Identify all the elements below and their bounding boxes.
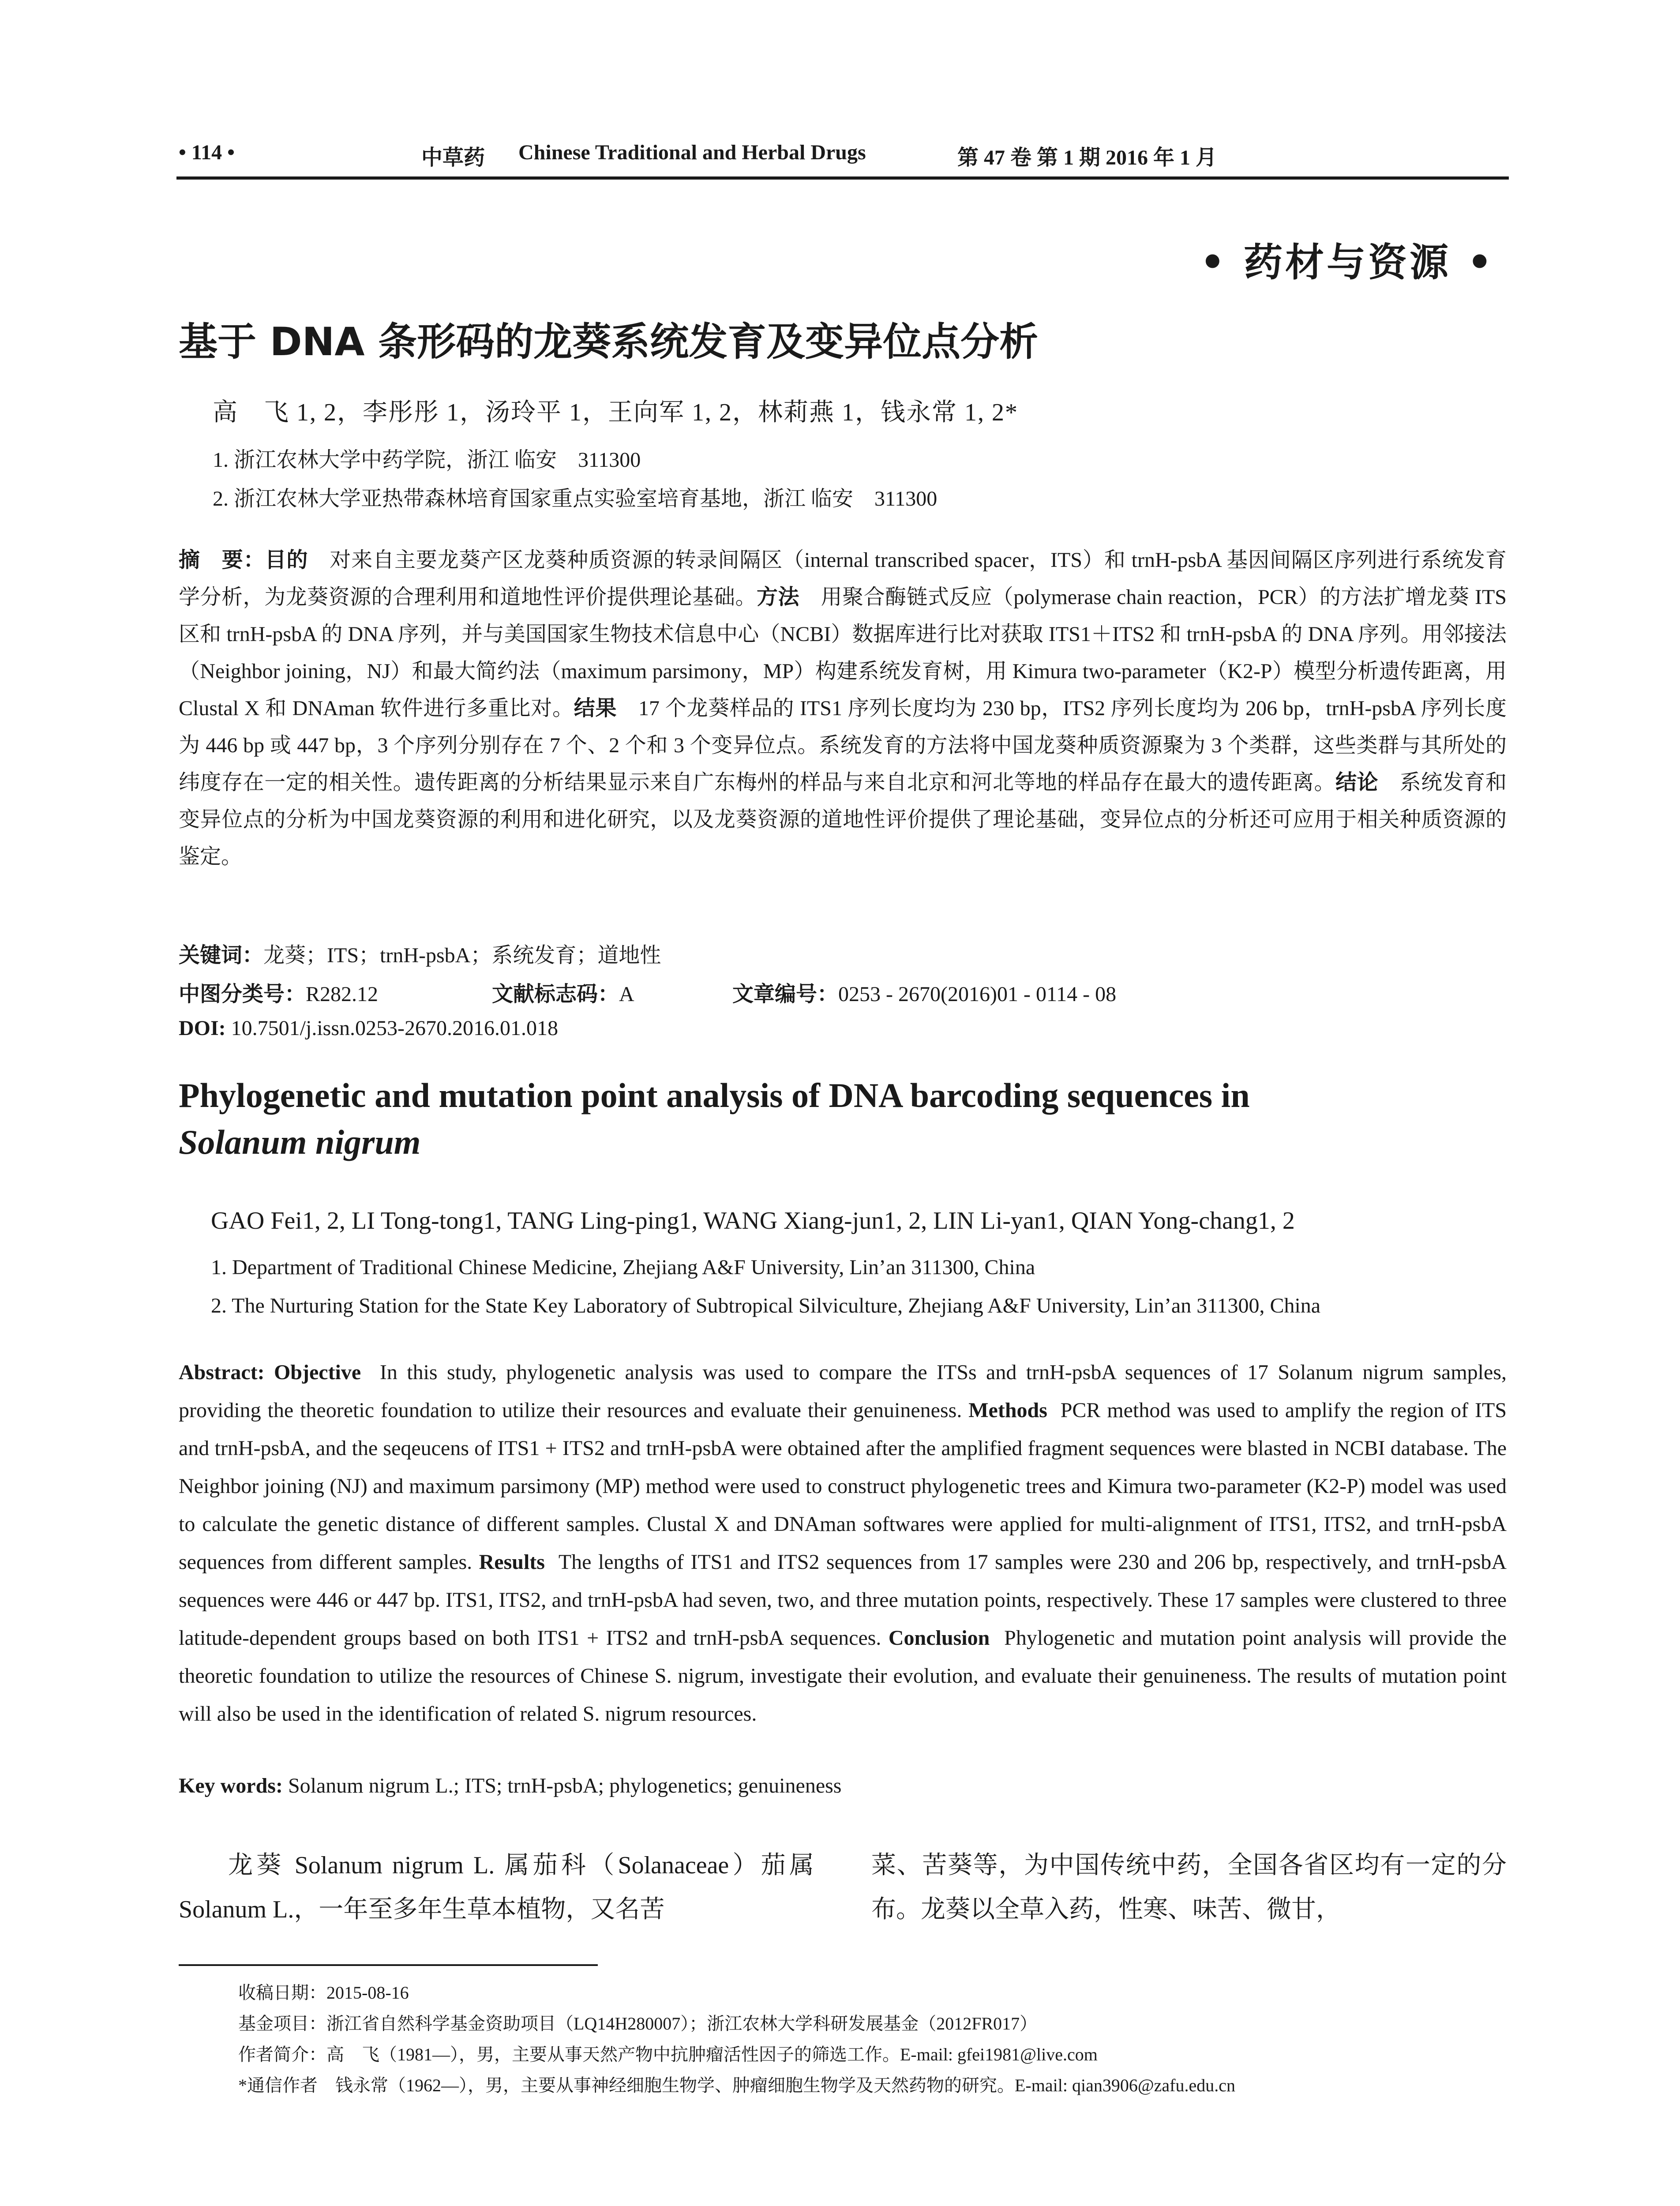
objective-text: 对来自主要龙葵产区龙葵种质资源的转录间隔区（internal transcribed spacer，ITS）和 trnH-psbA 基因间隔区序列进行系统发育学分析，为龙葵资源的合理利用和道地性评价提供理论基础。 [179,548,1507,609]
doc-code: 文献标志码：A [492,983,634,1006]
conclusion-label: 结论 [1335,771,1379,794]
article-number: 文章编号：0253 - 2670(2016)01 - 0114 - 08 [732,983,1117,1006]
results-text: 17 个龙葵样品的 ITS1 序列长度均为 230 bp，ITS2 序列长度均为 206 bp，trnH-psbA 序列长度为 446 bp 或 447 bp，3 个序列分别存在 7 个、2 个和 3 个变异位点。系统发育的方法将中国龙葵种质资源聚为 3 个类群，这些类群与其所处的纬度存在一定的相关性。遗传距离的分析结果显示来自广东梅州的样品与来自北京和河北等地的样品存在最大的遗传距离。 [179,697,1507,794]
footnote-rule [179,1964,598,1966]
journal-name-en: Chinese Traditional and Herbal Drugs [518,141,866,164]
classification-line: 中图分类号：R282.12 [179,983,379,1006]
methods-text: 用聚合酶链式反应（polymerase chain reaction，PCR）的方法扩增龙葵 ITS 区和 trnH-psbA 的 DNA 序列，并与美国国家生物技术信息中心（NCBI）数据库进行比对获取 ITS1＋ITS2 和 trnH-psbA 的 DNA 序列。用邻接法（Neighbor joining，NJ）和最大简约法（maximum parsimony，MP）构建系统发育树，用 Kimura two-parameter（K2-P）模型分析遗传距离，用 Clustal X 和 DNAman 软件进行多重比对。 [179,585,1507,720]
abstract-cn [179,542,1507,875]
footnotes [238,1977,1235,2101]
body-column-left: 龙葵 Solanum nigrum L. 属茄科（Solanaceae）茄属 Solanum L.，一年至多年生草本植物，又名苦 [179,1852,814,1923]
header-rule [176,176,1509,180]
body-column-right: 菜、苦葵等，为中国传统中药，全国各省区均有一定的分布。龙葵以全草入药，性寒、味苦、微甘， [871,1852,1507,1923]
affiliation-en-1: 1. Department of Traditional Chinese Medicine, Zhejiang A&F University, Lin’an 311300, China [211,1256,1035,1279]
keywords-cn: 关键词：龙葵；ITS；trnH-psbA；系统发育；道地性 [179,944,661,967]
journal-name-cn: 中草药 [421,146,485,169]
abstract-cn-label: 摘 要： [179,548,265,572]
footnote-author: 作者简介：高 飞（1981—），男，主要从事天然产物中抗肿瘤活性因子的筛选工作。E-mail: gfei1981@live.com [238,2045,1098,2064]
authors-en: GAO Fei1, 2, LI Tong-tong1, TANG Ling-ping1, WANG Xiang-jun1, 2, LIN Li-yan1, QIAN Yong-chang1, 2 [211,1207,1295,1234]
footnote-corresponding: *通信作者 钱永常（1962—），男，主要从事神经细胞生物学、肿瘤细胞生物学及天然药物的研究。E-mail: qian3906@zafu.edu.cn [238,2075,1235,2095]
title-cn: 基于 DNA 条形码的龙葵系统发育及变异位点分析 [179,319,1039,364]
keywords-en: Key words: Solanum nigrum L.; ITS; trnH-psbA; phylogenetics; genuineness [179,1774,842,1797]
title-en: Phylogenetic and mutation point analysis of DNA barcoding sequences in Solanum nigrum [179,1076,1250,1161]
objective-label: 目的 [265,548,308,572]
doi-line: DOI: 10.7501/j.issn.0253-2670.2016.01.018 [179,1017,559,1040]
section-tag: • 药材与资源 • [1200,240,1495,285]
doi-link[interactable]: 10.7501/j.issn.0253-2670.2016.01.018 [231,1017,559,1040]
footnote-received: 收稿日期：2015-08-16 [238,1983,409,2003]
page-number: • 114 • [179,141,235,164]
affiliation-en-2: 2. The Nurturing Station for the State Key Laboratory of Subtropical Silviculture, Zhejiang A&F University, Lin’an 311300, China [211,1294,1321,1317]
footnote-funding: 基金项目：浙江省自然科学基金资助项目（LQ14H280007）；浙江农林大学科研发展基金（2012FR017） [238,2014,1038,2033]
issue-info: 第 47 卷 第 1 期 2016 年 1 月 [957,146,1217,169]
authors-cn: 高 飞 1, 2，李彤彤 1，汤玲平 1，王向军 1, 2，林莉燕 1，钱永常 1, 2* [213,399,1018,426]
affiliation-cn-2: 2. 浙江农林大学亚热带森林培育国家重点实验室培育基地，浙江 临安 311300 [213,487,938,510]
conclusion-text: 系统发育和变异位点的分析为中国龙葵资源的利用和进化研究，以及龙葵资源的道地性评价提供了理论基础，变异位点的分析还可应用于相关种质资源的鉴定。 [179,771,1507,868]
methods-label: 方法 [757,585,800,609]
affiliation-cn-1: 1. 浙江农林大学中药学院，浙江 临安 311300 [213,448,641,472]
results-label: 结果 [574,697,617,720]
abstract-en: Abstract: Objective In this study, phylogenetic analysis was used to compare the ITSs and trnH-psbA sequences of 17 Solanum nigrum samples, providing the theoretic foundation to utilize their resources and evaluate their genuineness. Methods PCR method was used to amplify the region of ITS and trnH-psbA, and the seqeucens of ITS1 + ITS2 and trnH-psbA were obtained after the amplified fragment sequences were blasted in NCBI database. The Neighbor joining (NJ) and maximum parsimony (MP) method were used to construct phylogenetic trees and Kimura two-parameter (K2-P) model was used to calculate the genetic distance of different samples. Clustal X and DNAman softwares were applied for multi-alignment of ITS1, ITS2, and trnH-psbA sequences from different samples. Results The lengths of ITS1 and ITS2 sequences from 17 samples were 230 and 206 bp, respectively, and trnH-psbA sequences were 446 or 447 bp. ITS1, ITS2, and trnH-psbA had seven, two, and three mutation points, respectively. These 17 samples were clustered to three latitude-dependent groups based on both ITS1 + ITS2 and trnH-psbA sequences. Conclusion Phylogenetic and mutation point analysis will provide the theoretic foundation to utilize the resources of Chinese S. nigrum, investigate their evolution, and evaluate their genuineness. The results of mutation point will also be used in the identification of related S. nigrum resources. [179,1361,1507,1726]
